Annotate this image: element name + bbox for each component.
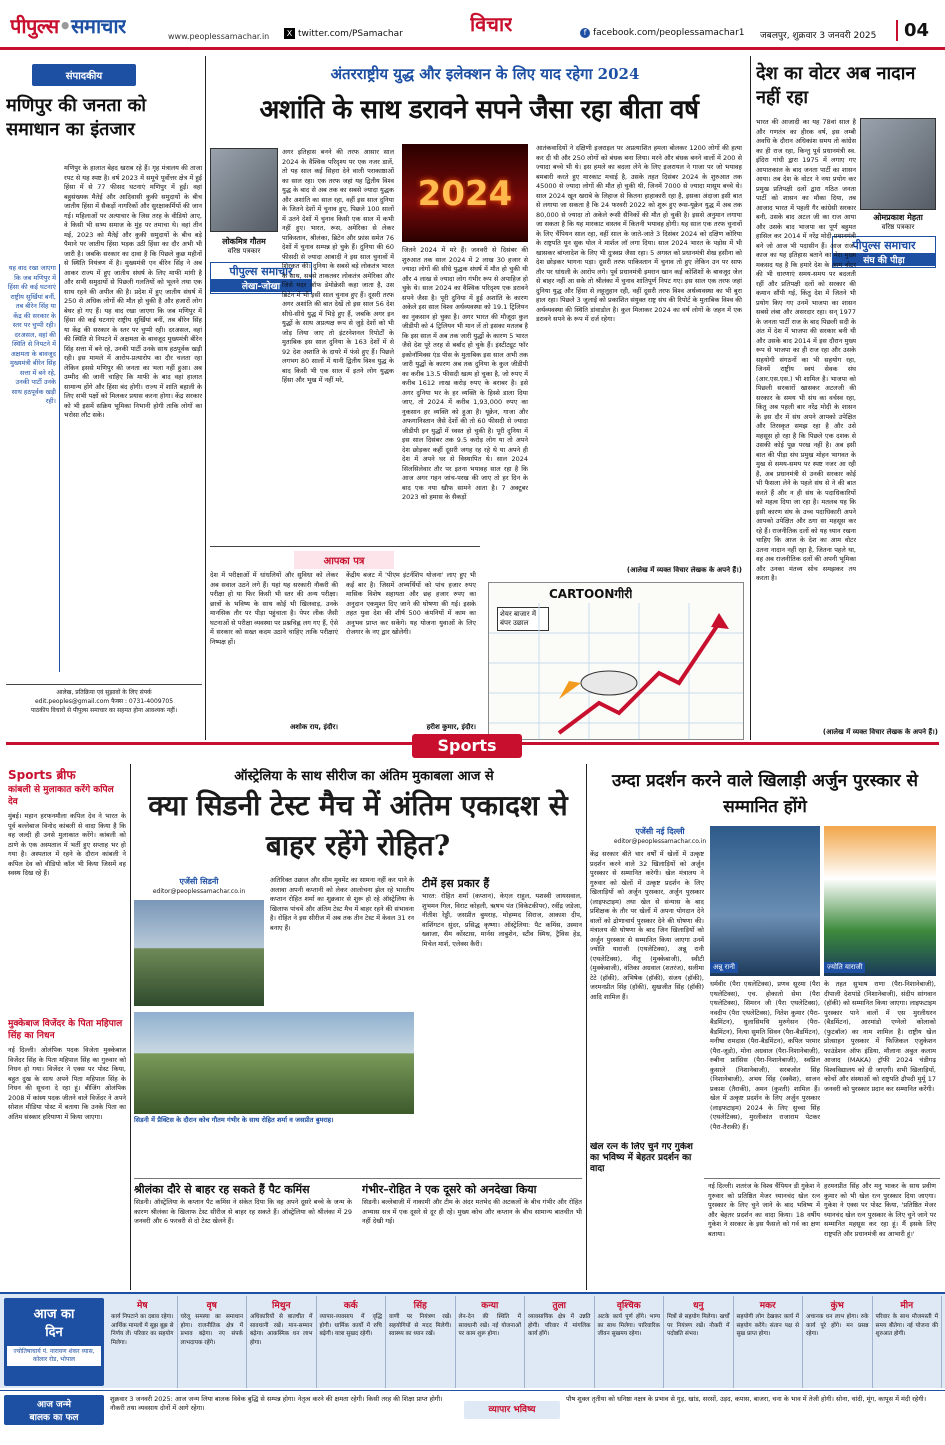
lead-column-1: अगर इतिहास बनने की तरफ आसार साल 2024 के वैश्विक परिदृश्य पर एक नजर डालें, तो यह साल कई सिहरा देने वाली पराकाष्ठाओं का साल रहा। एक तरफ जहां यह द्वितीय विश्व युद्ध के बाद से अब तक का सबसे ज्यादा युद्धक और अशांति का साल रहा, वहीं इस साल दुनिया के जितने देशों में चुनाव हुए, पिछले 100 सालों में उतने देशों में चुनाव किसी एक साल में कभी नहीं हुए। भारत, रूस, अमेरिका से लेकर पाकिस्तान, श्रीलंका, ब्रिटेन और फ्रांस समेत 76 देशों में चुनाव सम्पन्न हो चुके हैं। दुनिया की 60 फीसदी से ज्यादा आबादी ने इस साल चुनावों में शिरकत की। दुनिया के सबसे बड़े लोकतंत्र भारत के साथ, सबसे ताकतवर लोकतंत्र अमेरिका और जिसे मदर ऑफ डेमोक्रेसी कहा जाता है, उस ब्रिटेन में भी इसी साल चुनाव हुए हैं। दूसरी तरफ अगर अशांति की बात देखें तो इस साल 56 देश सीधे-सीधे युद्ध में भिड़े हुए हैं, जबकि अगर इन युद्धों के साथ अप्रत्यक्ष रूप से जुड़े देशों को भी जोड़ लिया जाए तो इंटरनेशनल रिपोर्टों के मुताबिक इस साल दुनिया के 163 देशों में से 92 देश अशांति के दायरे में फंसे हुए हैं। पिछले लगभग 80 सालों में यानी द्वितीय विश्व युद्ध के बाद किसी भी एक साल में इतने लोग युद्धक हिंसा और भूख में नहीं मरे, — [282, 148, 394, 384]
horoscope-footer — [0, 1390, 945, 1445]
horoscope-sign-2 — [247, 1296, 317, 1388]
logo-right: समाचार — [70, 14, 126, 38]
main-sports-headline: क्या सिडनी टेस्ट मैच में अंतिम एकादश से बाहर रहेंगे रोहित? — [148, 789, 568, 862]
year-2024-text: 2024 — [417, 174, 513, 214]
horoscope-sign-name: कुंभ — [830, 1301, 844, 1311]
horoscope-sign-text: व्यापार-व्यवसाय में वृद्धि होगी। धार्मिक कार्यों में रुचि बढ़ेगी। यात्रा सुखद रहेगी। — [319, 1314, 382, 1337]
horoscope-sign-0 — [108, 1296, 178, 1388]
editorial-title: मणिपुर की जनता को समाधान का इंतजार — [6, 95, 147, 140]
right-body-lower — [756, 272, 938, 730]
twitter-handle: twitter.com/PSamachar — [298, 29, 403, 39]
horoscope-sign-name: कर्क — [343, 1301, 358, 1311]
twitter-link[interactable] — [284, 28, 403, 39]
dateline: जबलपुर, शुक्रवार 3 जनवरी 2025 — [760, 31, 877, 41]
horoscope-sign-name: वृश्चिक — [616, 1301, 641, 1311]
x-icon: X — [284, 28, 295, 39]
main-sports-email[interactable]: editor@peoplessamachar.co.in — [152, 888, 246, 895]
brief-2-headline: मुक्केबाज विजेंदर के पिता महिपाल सिंह का निधन — [8, 1019, 123, 1041]
jyothi-yarraji-caption: ज्योति याराजी — [824, 962, 865, 973]
horoscope-sign-text: मित्रों से सहयोग मिलेगा। खर्चों पर नियंत्रण रखें। नौकरी में पदोन्नति संभव। — [667, 1314, 730, 1337]
page-number: 04 — [896, 20, 929, 41]
cartoon-caption: शेयर बाजार में बंपर उछाल — [497, 607, 549, 631]
letter-1-signature: अशोक राय, इंदौर। — [289, 723, 338, 731]
right-headline: देश का वोटर अब नादान नहीं रहा — [756, 63, 916, 108]
author-role: वरिष्ठ पत्रकार — [227, 247, 261, 255]
sports-briefs — [8, 766, 126, 1288]
sports-section-tag: Sports — [412, 734, 522, 758]
birthday-label-1: आज जन्मे — [37, 1400, 71, 1410]
award-email[interactable]: editor@peoplessamachar.co.in — [613, 838, 707, 845]
letter-2-signature: हरीश कुमार, इंदौर। — [426, 723, 476, 731]
annu-rani-photo — [710, 826, 820, 976]
facebook-link[interactable] — [580, 28, 745, 38]
right-author-role: वरिष्ठ पत्रकार — [881, 223, 915, 231]
column-label-brand: पीपुल्स समाचार — [229, 265, 293, 278]
horoscope-sign-10 — [803, 1296, 873, 1388]
horoscope-title-box — [4, 1298, 104, 1386]
horoscope-sign-text: लेन-देन की स्थिति में सावधानी रखें। नई योजनाओं पर काम शुरू होगा। — [458, 1314, 521, 1337]
teams-headline: टीमें इस प्रकार हैं — [422, 877, 490, 890]
horoscope-sign-text: परिवार के साथ मौजमस्ती में समय बीतेगा। नई योजना की शुरुआत होगी। — [875, 1314, 938, 1337]
main-sports-body: अतिरिक्त उछाल और सीम मूवमेंट का सामना नहीं कर पाने के अलावा अपनी कप्तानी को लेकर आलोचना झेल रहे भारतीय कप्तान रोहित शर्मा का शुक्रवार से शुरू हो रहे ऑस्ट्रेलिया के खिलाफ पांचवें और अंतिम टेस्ट मैच में बाहर रहने की संभावना है। रोहित ने इस सीरीज में अब तक तीन टेस्ट में केवल 31 रन बनाए हैं। — [270, 876, 414, 932]
year-2024-image — [402, 144, 528, 242]
logo-left: पीपुल्स — [10, 14, 59, 38]
editorial-footer — [6, 684, 202, 715]
horoscope-sign-name: वृष — [206, 1301, 217, 1311]
cricket-photo — [134, 900, 264, 1006]
letters-box — [210, 546, 480, 740]
right-body: भारत की आजादी का यह 78वां साल है और गणतंत्र का हीरक वर्ष, इस लम्बी अवधि के दौरान अधिकांश समय तो कांग्रेस का ही राज रहा, किन्तु पूर्व प्रधानमंत्री स्व. इंदिरा गांधी द्वारा 1975 में लगाए गए आपातकाल के बाद जनता पार्टी का शासन आया। तब देश के वोटर ने नया प्रयोग कर प्रमुख प्रतिपक्षी दलों द्वारा गठित जनता पार्टी को शासन का मौका दिया, तब आजाद भारत में पहली गैर कांग्रेसी सरकार बनी, उसके बाद अटल जी का राज आया और उसके बाद भाजपा का पूर्ण बहुमत हासिल कर 2014 में नरेंद्र मोदी प्रधानमंत्री बने जो आज भी पदासीन हैं। आज राज-काज का यह इतिहास बताने का मेरा मुख्य मकसद यह है कि हमारे देश के आम वोटर की भी धारणाएं समय-समय पर बदलती रहीं और प्रतिपक्षी दलों को सरकार की कमान सौंपी गई, किंतु देश में जितने भी प्रयोग किए गए उनमें भाजपा का शासन सबसे लंबा और असरदार रहा। सन् 1977 के जनता पार्टी राज के बाद पिछली सदी के अंत में देश में भाजपा की सरकार बनी थी और उसके बाद 2014 में इस दौरान मुख्य रूप से भाजपा का ही राज रहा और उसके सहयोगी संगठनों का भी सहयोग रहा, जिनमें राष्ट्रीय स्वयं सेवक संघ (आर.एस.एस.) भी शामिल है। भाजपा को पिछली सरकारों खासकर अटलजी की सरकार के समय भी संघ का वर्चस्व रहा, किंतु अब पहली बार नरेंद्र मोदी के शासन के इस दौर में संघ अपने आपको उपेक्षित और तिरस्कृत समझ रहा है और उसे महसूस हो रहा है कि पिछले एक दशक से उसकी कोई पूछ परख नहीं है। अब इसी बात की पीड़ा संघ प्रमुख मोहन भागवत के मुख से समय-समय पर स्पष्ट नजर आ रही है, अब प्रधानमंत्री से उनकी सरकार कोई भी फैसला लेने के पहले संघ से ने की बात करते हैं और न ही संघ के पदाधिकारियों को महत्व दिया जा रहा है। मतलब यह कि इसी कारण संघ के उच्च पदाधिकारी अपने आपको उपेक्षित और ठगा सा महसूस कर रहे हैं। राजनीतिक दलों को यह ध्यान रखना चाहिए कि आज के देश का आम वोटर उतना नादान नहीं रहा है, जितना पहले था, वह अब राजनीतिक दलों की अपनी भूमिका और उनका मंतव्य सोच समझकर तय करता है। — [756, 118, 856, 582]
sub-story-2-body: सिडनी। बल्लेबाजी में नाकामी और टीम के अंदर मतभेद की अटकलों के बीच गंभीर और रोहित अभ्यास सत्र में एक दूसरे से दूर ही रहे। मुख्य कोच और कप्तान के बीच सामान्य बातचीत भी नहीं देखी गई। — [362, 1198, 582, 1225]
award-body-1: केंद्र सरकार बीते चार वर्षों में खेलों में उत्कृष्ट प्रदर्शन करने वाले 32 खिलाड़ियों को अर्जुन पुरस्कार से सम्मानित करेगी। खेल मंत्रालय ने गुरुवार को खेलों में उत्कृष्ट प्रदर्शन के लिए खिलाड़ियों को अर्जुन पुरस्कार, अर्जुन पुरस्कार (लाइफटाइम) तथा खेल से संन्यास के बाद प्रशिक्षक के तौर पर खेलों में अपना योगदान देने वालों को द्रोणाचार्य पुरस्कार देने की घोषणा की। मंत्रालय की घोषणा के बाद जिन खिलाड़ियों को अर्जुन पुरस्कार से सम्मानित किया जाएगा उनमें ज्योति याराजी (एथलेटिक्स), अन्नू रानी (एथलेटिक्स), नीतू (मुक्केबाजी), स्वीटी (मुक्केबाजी), वंतिका अग्रवाल (शतरंज), सलीमा टेटे (हॉकी), अभिषेक (हॉकी), संजय (हॉकी), जरमनप्रीत सिंह (हॉकी), सुखजीत सिंह (हॉकी) आदि शामिल हैं। — [590, 850, 704, 1001]
cartoon-title: CARTOONगीरी — [549, 587, 633, 601]
horoscope-astrologer: ज्योतिषाचार्य पं. नारायण शंकर व्यास, कोलार रोड, भोपाल — [7, 1346, 101, 1366]
horoscope-sign-8 — [664, 1296, 734, 1388]
editorial-body: मणिपुर के हालात बेहद खराब रहे हैं। गृह मंत्रालय की ताजा रपट से यह स्पष्ट है। वर्ष 2023 में समूचे पूर्वोत्तर क्षेत्र में हुई हिंसा में से 77 फीसद घटनाएं मणिपुर में हुईं। वहां बहुसंख्यक मैतेई और आदिवासी कुकी समुदायों के बीच जातीय हिंसा में सैकड़ों नागरिकों और सुरक्षाकर्मियों की जान गई। महिलाओं पर अत्याचार के जिस तरह के वीडियो आए, वे किसी भी सभ्य समाज के मुंह पर तमाचा थे। वहां तीन मई, 2023 को मैतेई और कुकी समुदायों के बीच बड़े पैमाने पर जातीय हिंसा भड़क उठी हिंसा का दौर अभी भी जारी है। जबकि सरकार का दावा है कि पिछले कुछ महीनों से स्थिति नियंत्रण में है। मुख्यमंत्री एन बीरेन सिंह ने अब आकर राज्य में हुए जातीय संघर्ष के लिए माफी मांगी है और सभी समुदायों से पिछली गलतियों को भूलने तथा एक साथ रहने की अपील की है। प्रदेश में हुए जातीय संघर्ष में 250 से अधिक लोगों की मौत हो चुकी है और हजारों लोग बेघर हो गए हैं। यह वाद रखा जाएगा कि जब मणिपुर में हिंसा की कई घटनाएं राष्ट्रीय सुर्खियां बनीं, तब बीरेन सिंह या केंद्र की सरकार के स्तर पर चुप्पी रही। दरअसल, वहां की स्थिति से निपटने में अक्षमता के बावजूद मुख्यमंत्री बीरेन सिंह सत्ता में बने रहे, उनकी पार्टी उनके साथ हठपूर्वक खड़ी रही। इस मामले में आरोप-प्रत्यारोप का दौर चलता रहा लेकिन इससे मणिपुर की जनता का भला नहीं हुआ। अब उम्मीद की जानी चाहिए कि माफी के बाद वहां हालात सामान्य होंगे और हिंसा बंद होगी। राज्य में शांति बहाली के लिए सभी पक्षों को मिलकर प्रयास करना होगा। केंद्र सरकार को भी इसमें सक्रिय भूमिका निभानी होगी ताकि लोगों का भरोसा लौट सके। — [64, 164, 202, 419]
lead-column-2: जितने 2024 में मरे हैं। जनवरी से दिसंबर की शुरुआत तक साल 2024 में 2 लाख 30 हजार से ज्यादा लोगों की सीधे युद्धक संघर्ष में मौत हो चुकी थी और 4 लाख से ज्यादा लोग गंभीर रूप से अपाहिज हो चुके थे। साल 2024 का वैश्विक परिदृश्य एक डरावने सपने जैसा है। पूरी दुनिया में हुई अशांति के कारण अकेले इस साल विश्व अर्थव्यवस्था को 19.1 ट्रिलियन का नुकसान हो चुका है। अगर भारत की मौजूदा कुल जीडीपी को 4 ट्रिलियन भी मान लें तो इसका मतलब है कि इस साल में अब तक जारी युद्धों के कारण 5 भारत जैसे देश पूरे तरह से बर्बाद हो चुके हैं। इंस्टीट्यूट फॉर इकोनॉमिक्स एंड पीस के मुताबिक इस साल अभी तक जारी युद्धों के कारण अब तक दुनिया के कुल जीडीपी का करीब 13.5 फीसदी खत्म हो चुका है, जो रुपए में करीब 1612 लाख करोड़ रुपए के बराबर है। इसे अगर दुनिया भर के हर व्यक्ति के हिस्से डाला दिया जाए, तो 2024 में करीब 1,93,000 रुपए का नुकसान हर व्यक्ति को हुआ है। यूक्रेन, गाजा और अफगानिस्तान जैसे देशों की तो 60 फीसदी से ज्यादा जीडीपी इन युद्धों में ध्वस्त हो चुकी है। पूरी दुनिया में इस साल दिसंबर तक 9.5 करोड़ लोग या तो अपने देश छोड़कर कहीं दूसरी जगह रह रहे थे या अपने ही देश में अपने घर से विस्थापित थे। साल 2024 सिलसिलेवार तौर पर इतना भयावह साल रहा है कि आज अगर गहन जांच-परख की जाए तो हर दिन के बाद एक नया खौफ सामने आता है। 7 अक्टूबर 2023 को हमास के सैकड़ों — [402, 246, 528, 501]
horoscope-sign-9 — [734, 1296, 804, 1388]
horoscope-sign-text: अधिकारियों से बातचीत में सावधानी रखें। मान-सम्मान बढ़ेगा। आकस्मिक धन लाभ होगा। — [250, 1314, 313, 1346]
main-sports-story — [134, 764, 582, 1290]
horoscope-sign-6 — [525, 1296, 595, 1388]
masthead-logo[interactable]: पीपुल्स•समाचार — [10, 14, 126, 38]
lead-column-1b — [210, 300, 278, 580]
horoscope-sign-text: सहयोगी लोग देखकर कार्य में सहयोग करेंगे। संतान पक्ष से सुख प्राप्त होगा। — [736, 1314, 799, 1337]
editorial-column — [6, 56, 202, 740]
birthday-text: शुक्रवार 3 जनवरी 2025: आज जन्म लिया बालक विवेक बुद्धि से सम्पन्न होगा। नेतृत्व करने की क्षमता रहेगी। किसी तरह की शिक्षा प्राप्त होगी। नौकरी तथा व्यवसाय दोनों में आगे रहेगा। — [110, 1395, 443, 1412]
brief-1-headline: कांबली से मुलाकात करेंगे कपिल देव — [8, 785, 114, 807]
horoscope-title-1: आज का — [33, 1307, 75, 1322]
main-sports-byline: एजेंसी सिडनी — [179, 877, 219, 886]
footer-email[interactable]: edit.peoples@gmail.com फैक्स : 0731-4009705 — [34, 698, 174, 705]
masthead — [0, 0, 945, 50]
sub-story-1-headline: श्रीलंका दौरे से बाहर रह सकते हैं पैट कमिंस — [134, 1183, 310, 1196]
award-story — [590, 764, 940, 1290]
horoscope-sign-name: कन्या — [481, 1301, 499, 1311]
award-byline: एजेंसी नई दिल्ली — [635, 827, 685, 836]
right-author-photo — [860, 118, 936, 210]
letter-2: केंद्रीय बजट में 'पीएम इंटर्नशिप योजना' लाए हुए भी कई बार है। जिसमें अभ्यर्थियों को पांच हजार रुपए मासिक विशेष सहायता और छह हजार रुपए का अनुदान एकमुश्त दिए जाने की घोषणा की गई। इसके तहत युवा देश की शीर्ष 500 कंपनियों में काम का अनुभव प्राप्त कर सकेंगे। यह योजना युवाओं के लिए रोजगार के नए द्वार खोलेगी। — [346, 571, 476, 636]
market-label: व्यापार भविष्य — [464, 1401, 560, 1419]
brief-2-body: नई दिल्ली। ओलंपिक पदक विजेता मुक्केबाज विजेंदर सिंह के पिता महिपाल सिंह का गुरुवार को निधन हो गया। विजेंदर ने एक्स पर पोस्ट किया, बहुत दुख के साथ अपने पिता महिपाल सिंह के निधन की सूचना दे रहा हूं। बीजिंग ओलंपिक 2008 में कांस्य पदक जीतने वाले विजेंदर ने अपने सोशल मीडिया पोस्ट में बताया कि उनके पिता का अंतिम संस्कार हरियाणा में किया जाएगा। — [8, 1046, 126, 1121]
cartoon-box — [488, 582, 744, 740]
facebook-handle: facebook.com/peoplessamachar1 — [593, 28, 745, 38]
facebook-icon: f — [580, 28, 590, 38]
brief-1-body: मुंबई। महान हरफनमौला कपिल देव ने भारत के पूर्व बल्लेबाज विनोद कांबली से वादा किया है कि वह जल्दी ही उनसे मुलाकात करेंगे। कांबली को ठाणे के एक अस्पताल में भर्ती हुए सप्ताह भर हो गया है। अस्पताल में रहने के दौरान कांबली ने कपिल देव को वीडियो कॉल भी किया जिसमें वह स्वस्थ दिख रहे हैं। — [8, 812, 126, 877]
gukesh-body-1: नई दिल्ली। शतरंज के विश्व चैंपियन डी गुकेश ने गुरुवार को प्रतिष्ठित मेजर ध्यानचंद खेल रत्न पुरस्कार के लिए चुने जाने के बाद भविष्य में और बेहतर प्रदर्शन का वादा किया। 18 वर्षीय गुकेश ने सरकार के इस फैसले को गर्व का क्षण बताया। — [708, 1182, 820, 1238]
lead-footnote: (आलेख में व्यक्त विचार लेखक के अपने हैं।) — [626, 566, 742, 574]
section-title: विचार — [470, 12, 513, 36]
sub-story-1-body: सिडनी। ऑस्ट्रेलिया के कप्तान पैट कमिंस ने संकेत दिया कि वह अपने दूसरे बच्चे के जन्म के कारण श्रीलंका के खिलाफ टेस्ट सीरीज से बाहर रह सकते हैं। ऑस्ट्रेलिया को श्रीलंका में 29 जनवरी और 6 फरवरी से दो टेस्ट खेलने हैं। — [134, 1198, 352, 1225]
lead-headline: अशांति के साथ डरावने सपने जैसा रहा बीता वर्ष — [259, 95, 699, 125]
jyothi-yarraji-photo — [824, 826, 936, 976]
birthday-label-2: बालक का फल — [29, 1413, 79, 1423]
horoscope-sign-11 — [873, 1296, 943, 1388]
award-body-2: धर्मवीर (पैरा एथलेटिक्स), प्रणव सूरमा (पैरा एथलेटिक्स), एच. होकातो सेमा (पैरा एथलेटिक्स), सिमरन जी (पैरा एथलेटिक्स), नवदीप (पैरा एथलेटिक्स), नितेश कुमार (पैरा-बैडमिंटन), थुलासिमथि मुरुगेसन (पैरा-बैडमिंटन), नित्या सुमति सिवन (पैरा-बैडमिंटन), मनीषा रामदास (पैरा-बैडमिंटन), कपिल परमार (पैरा-जूडो), मोना अग्रवाल (पैरा-निशानेबाजी), रुबीना फ्रांसिस (पैरा-निशानेबाजी), स्वप्निल कुसाले (निशानेबाजी), सरबजोत सिंह (निशानेबाजी), अभय सिंह (स्क्वैश), साजन प्रकाश (तैराकी), अमन (कुश्ती) शामिल हैं। खेल में उत्कृष्ट प्रदर्शन के लिए अर्जुन पुरस्कार (लाइफटाइम) 2024 के लिए सुच्चा सिंह (एथलेटिक्स), मुरलीकांत राजाराम पेटकर (पैरा-तैराकी) हैं। — [710, 980, 820, 1131]
right-column-label-brand: पीपुल्स समाचार — [852, 239, 916, 252]
website-link[interactable]: www.peoplessamachar.in — [168, 32, 270, 41]
horoscope-sign-text: वाणी पर नियंत्रण रखें। सहयोगियों से मदद मिलेगी। स्वास्थ्य का ध्यान रखें। — [389, 1314, 452, 1337]
practice-photo — [134, 1012, 414, 1114]
author-name: लोकमित्र गौतम — [222, 237, 266, 246]
horoscope-strip — [0, 1292, 945, 1388]
annu-rani-caption: अन्नू रानी — [710, 962, 738, 973]
birthday-label — [4, 1395, 104, 1425]
main-sports-cont — [134, 1136, 414, 1176]
horoscope-sign-5 — [456, 1296, 526, 1388]
horoscope-sign-7 — [595, 1296, 665, 1388]
editorial-pullquote: यह वाद रखा जाएगा कि जब मणिपुर में हिंसा की कई घटनाएं राष्ट्रीय सुर्खियां बनीं, तब बीरेन सिंह या केंद्र की सरकार के स्तर पर चुप्पी रही। दरअसल, वहां की स्थिति से निपटने में अक्षमता के बावजूद मुख्यमंत्री बीरेन सिंह सत्ता में बने रहे, उनकी पार्टी उनके साथ हठपूर्वक खड़ी रही। — [6, 264, 60, 672]
column-label-name: लेखा-जोखा — [211, 279, 311, 292]
right-footnote: (आलेख में व्यक्त विचार लेखक के अपने हैं।) — [822, 728, 938, 736]
horoscope-sign-4 — [386, 1296, 456, 1388]
horoscope-sign-text: घरेलू समस्या का समाधान होगा। राजनीतिक क्षेत्र में प्रभाव बढ़ेगा। नए संपर्क लाभदायक रहेंगे। — [180, 1314, 243, 1346]
lead-column-3: आतंकवादियों ने दक्षिणी इजराइल पर अप्रत्याशित हमला बोलकर 1200 लोगों की हत्या कर दी थी और 250 लोगों को बंधक बना लिया। मरने और बंधक बनने वालों में 200 से ज्यादा बच्चे भी थे। इस हमले का बदला लेने के लिए इजरायल ने गाजा पर जो भयावह बमबारी करते हुए मारकाट मचाई है, उसके तहत दिसंबर 2024 के शुरुआत तक 45000 से ज्यादा लोगों की मौत हो चुकी थी, जिनमें 7000 से ज्यादा मासूम बच्चे थे। साल 2024 खून खराबे के लिहाज से कितना हाहाकारी रहा है, इसका अंदाजा इसी बात से लगाया जा सकता है कि 24 फरवरी 2022 को शुरू हुए रूस-यूक्रेन युद्ध में अब तक 80,000 से ज्यादा तो अकेले रूसी सैनिकों की मौत हो चुकी है। इससे अनुमान लगाया जा सकता है कि यह मारकाट वास्तव में कितनी भयावह होगी। यह साल एक तरफ चुनावों के लिए चैंपियन साल रहा, वहीं साल के जाते-जाते 3 दिसंबर 2024 को दक्षिण कोरिया के राष्ट्रपति यून सुक योल ने मार्शल लॉ लगा दिया। साल 2024 भारत के पड़ोस में भी खासकर बांग्लादेश के लिए भी दुःस्वप्न जैसा रहा। 5 अगस्त को प्रधानमंत्री शेख हसीना को देश छोड़कर भागना पड़ा। दूसरी तरफ पाकिस्तान में चुनाव तो हुए लेकिन उन पर साफ तौर पर धांधली के आरोप लगे। पूर्व प्रधानमंत्री इमरान खान कई कोशिशों के बावजूद जेल से बाहर नहीं आ सके तो श्रीलंका में चुनाव शांतिपूर्ण निपट गए। इस साल एक तरफ जहां दुनिया युद्ध और हिंसा से लहूलुहान रही, वहीं दूसरी तरफ विश्व अर्थव्यवस्था का भी बुरा हाल रहा। पिछले 3 जुलाई को प्रकाशित संयुक्त राष्ट्र संघ की रिपोर्ट के मुताबिक विश्व की अर्थव्यवस्था की स्थिति डांवाडोल है। कुल मिलाकर 2024 का वर्ष लोगों के जहन में एक डरावने सपने के रूप में दर्ज रहेगा। — [536, 144, 742, 323]
footer-contact-line: आलेख, प्रतिक्रिया एवं सुझावों के लिए संपर्क — [56, 689, 152, 696]
award-headline: उम्दा प्रदर्शन करने वाले खिलाड़ी अर्जुन पुरस्कार से सम्मानित होंगे — [611, 771, 919, 817]
cartoon-drawing — [489, 603, 744, 739]
sub-story-2-headline: गंभीर–रोहित ने एक दूसरे को अनदेखा किया — [362, 1183, 537, 1196]
gukesh-body-2: हरमनप्रीत सिंह और मनु भाकर के साथ प्रवीण कुमार को भी खेल रत्न पुरस्कार दिया जाएगा। गुकेश ने एक्स पर पोस्ट किया, 'प्रतिष्ठित मेजर ध्यानचंद खेल रत्न पुरस्कार के लिए चुने जाने पर सम्मानित महसूस कर रहा हूं। मैं इसके लिए राष्ट्रपति और प्रधानमंत्री का आभारी हूं।' — [824, 1182, 936, 1238]
horoscope-sign-1 — [178, 1296, 248, 1388]
horoscope-sign-text: अटके कार्य पूर्ण होंगे। भाग्य का साथ मिलेगा। पारिवारिक जीवन सुखमय रहेगा। — [597, 1314, 660, 1337]
teams-list: भारत: रोहित शर्मा (कप्तान), केएल राहुल, यशस्वी जायसवाल, शुभमन गिल, विराट कोहली, ऋषभ पंत (विकेटकीपर), रवींद्र जडेजा, नीतीश रेड्डी, जसप्रीत बुमराह, मोहम्मद सिराज, आकाश दीप, वाशिंगटन सुंदर, प्रसिद्ध कृष्णा। ऑस्ट्रेलिया: पैट कमिंस, उस्मान ख्वाजा, सैम कोंस्टास, मार्नस लाबुशेन, स्टीव स्मिथ, ट्रैविस हेड, मिचेल मार्श, एलेक्स कैरी। — [422, 892, 582, 948]
main-sports-kicker: ऑस्ट्रेलिया के साथ सीरीज का अंतिम मुकाबला आज से — [234, 769, 494, 784]
footer-disclaimer: पाठकीय विचारों से पीपुल्स समाचार का सहमत होना आवश्यक नहीं। — [30, 707, 178, 714]
sports-brief-tag: Sports ब्रीफ — [8, 768, 76, 782]
lead-article — [210, 60, 748, 740]
right-column-label-name: संघ की पीड़ा — [833, 253, 935, 266]
horoscope-signs — [108, 1296, 942, 1388]
horoscope-sign-name: मकर — [759, 1301, 776, 1311]
horoscope-sign-name: तुला — [552, 1301, 567, 1311]
letters-title: आपका पत्र — [294, 551, 394, 569]
practice-photo-caption: सिडनी में प्रैक्टिस के दौरान कोच गौतम गंभीर के साथ रोहित शर्मा व जसप्रीत बुमराह। — [134, 1116, 334, 1124]
right-article — [756, 60, 938, 740]
horoscope-sign-name: सिंह — [413, 1301, 427, 1311]
horoscope-sign-name: मिथुन — [272, 1301, 291, 1311]
horoscope-sign-text: अचानक धन लाभ होगा। रुके कार्य पूरे होंगे। मन प्रसन्न रहेगा। — [806, 1314, 869, 1337]
horoscope-sign-text: कार्य निपटाने का दबाव रहेगा। आर्थिक मामलों में सूझ बूझ से निर्णय लें। परिवार का सहयोग मिलेगा। — [111, 1314, 174, 1346]
horoscope-sign-name: धनु — [692, 1301, 704, 1311]
lead-kicker: अंतरराष्ट्रीय युद्ध और इलेक्शन के लिए याद रहेगा 2024 — [330, 65, 640, 83]
award-body-3: के तहत सुभाष राणा (पैरा-निशानेबाजी), दीपाली देशपांडे (निशानेबाजी), संदीप सांगवान (हॉकी) को सम्मानित किया जाएगा। लाइफटाइम पुरस्कार पाने वालों में एस मुरलीधरन (बैडमिंटन), आरमांडो एग्नेलो कोलाको (फुटबॉल) का नाम शामिल है। राष्ट्रीय खेल प्रोत्साहन पुरस्कार में फिजिकल एजुकेशन फाउंडेशन ऑफ इंडिया, मौलाना अबुल कलाम आजाद (MAKA) ट्रॉफी 2024 चंडीगढ़ विश्वविद्यालय को दी जाएगी। सभी खिलाड़ियों, कोचों और संस्थाओं को राष्ट्रपति द्रौपदी मुर्मू 17 जनवरी को पुरस्कार प्रदान कर सम्मानित करेंगी। — [824, 980, 936, 1093]
horoscope-sign-text: व्यावसायिक क्षेत्र में उन्नति होगी। परिवार में मांगलिक कार्य होंगे। — [528, 1314, 591, 1337]
market-text: पौष शुक्ल तृतीया को धनिष्ठा नक्षत्र के प्रभाव से गुड़, खांड, सरसों, उड़द, कपास, बाजरा, चना के भाव में तेजी होगी। सोना, चांदी, मूंग, कापूस में मंदी रहेगी। — [566, 1395, 927, 1403]
gukesh-headline: खेल रत्न के लिए चुने गए गुकेश का भविष्य में बेहतर प्रदर्शन का वादा — [590, 1142, 693, 1174]
horoscope-title-2: दिन — [45, 1325, 63, 1340]
horoscope-sign-name: मीन — [900, 1301, 914, 1311]
horoscope-sign-3 — [317, 1296, 387, 1388]
editorial-tag: संपादकीय — [32, 64, 136, 86]
horoscope-sign-name: मेष — [136, 1301, 148, 1311]
right-author-name: ओमप्रकाश मेहता — [873, 213, 923, 222]
author-photo — [210, 148, 278, 232]
letter-1: देश में परीक्षाओं में धांधलियों और सुविधा को लेकर अब सवाल उठने लगे हैं। यहां यह सरकारी नौकरी की परीक्षा हो या फिर किसी भी स्तर की अन्य परीक्षा। छात्रों के भविष्य के साथ कोई भी खिलवाड़, उनके मानसिक तौर पर पीड़ा पहुंचाता है। पेपर लीक जैसी घटनाओं से परीक्षा व्यवस्था पर प्रश्नचिह्न लग गए हैं, ऐसे में सरकार को सख्त कदम उठाने चाहिए ताकि परीक्षाएं निष्पक्ष हों। — [210, 571, 338, 646]
